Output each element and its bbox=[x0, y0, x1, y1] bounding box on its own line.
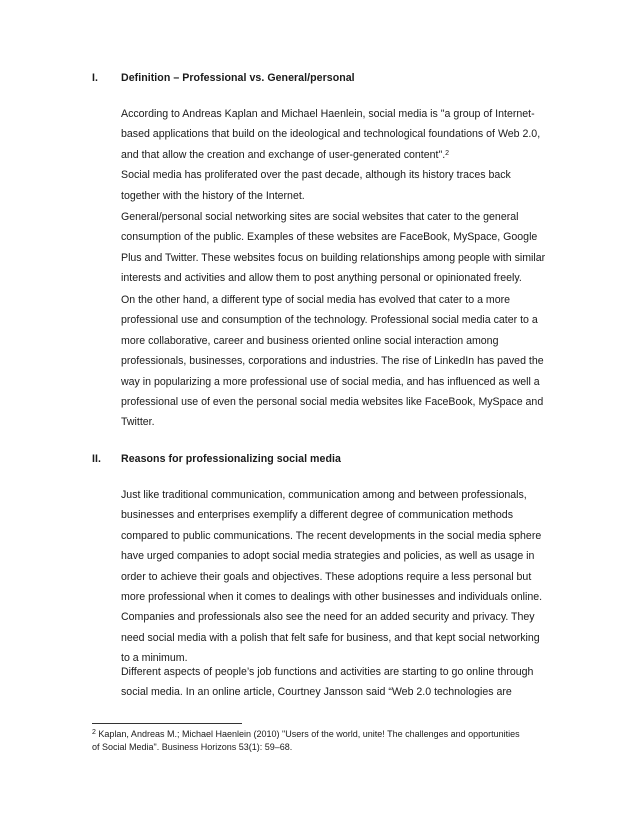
text-line: Just like traditional communication, communication among and between professionals, bbox=[121, 489, 527, 501]
text-line: Twitter. bbox=[121, 416, 155, 429]
text-line: businesses and enterprises exemplify a different degree of communication methods bbox=[121, 509, 513, 522]
paragraph bbox=[121, 207, 551, 289]
section-number: II. bbox=[92, 453, 101, 465]
text-line: order to achieve their goals and objectives. These adoptions require a less personal but bbox=[121, 570, 532, 583]
footnote-line bbox=[92, 728, 562, 741]
text-line: interests and activities and allow them to post anything personal or opinionated freely. bbox=[121, 272, 522, 285]
footnote-text: Kaplan, Andreas M.; Michael Haenlein (2010) "Users of the world, unite! The challenges and opportunities bbox=[95, 729, 520, 739]
text-line: more professional when it comes to dealings with other businesses and individuals online. bbox=[121, 590, 543, 603]
text-line: On the other hand, a different type of social media has evolved that cater to a more bbox=[121, 294, 511, 306]
text-line bbox=[121, 145, 551, 165]
paragraph bbox=[121, 290, 551, 433]
text-line: have urged companies to adopt social media strategies and policies, as well as usage in bbox=[121, 550, 535, 563]
footnote-reference[interactable]: 2 bbox=[445, 149, 450, 157]
paragraph bbox=[121, 662, 551, 703]
text-line: compared to public communications. The recent developments in the social media sphere bbox=[121, 529, 542, 542]
footnote bbox=[92, 728, 562, 753]
text-line: more collaborative, career and business oriented online social interaction among bbox=[121, 334, 499, 347]
text-line: based applications that build on the ideological and technological foundations of Web 2.0, bbox=[121, 128, 541, 141]
text-line: professional use and consumption of the technology. Professional social media cater to a bbox=[121, 314, 538, 327]
text-line: consumption of the public. Examples of these websites are FaceBook, MySpace, Google bbox=[121, 231, 538, 244]
section-title: Reasons for professionalizing social media bbox=[121, 453, 341, 465]
text-line: together with the history of the Internet. bbox=[121, 189, 305, 202]
footnote-marker: 2 bbox=[92, 729, 96, 736]
text-line: to a minimum. bbox=[121, 652, 188, 665]
text-line: Different aspects of people’s job functions and activities are starting to go online through bbox=[121, 666, 534, 678]
text-line: need social media with a polish that felt safe for business, and that kept social networking bbox=[121, 631, 540, 644]
text-line: Social media has proliferated over the past decade, although its history traces back bbox=[121, 169, 511, 182]
text-line: social media. In an online article, Courtney Jansson said “Web 2.0 technologies are bbox=[121, 686, 512, 699]
footnote-line: of Social Media". Business Horizons 53(1): 59–68. bbox=[92, 741, 293, 752]
text-line: General/personal social networking sites are social websites that cater to the general bbox=[121, 211, 519, 223]
text-line: professionals, businesses, corporations and industries. The rise of LinkedIn has paved the bbox=[121, 355, 544, 368]
section-number: I. bbox=[92, 72, 98, 84]
text-line: Plus and Twitter. These websites focus on building relationships among people with similar bbox=[121, 251, 546, 264]
text-line: Companies and professionals also see the need for an added security and privacy. They bbox=[121, 611, 535, 624]
line-text: and that allow the creation and exchange of user-generated content". bbox=[121, 148, 446, 161]
section-title: Definition – Professional vs. General/personal bbox=[121, 72, 355, 84]
text-line: way in popularizing a more professional use of social media, and has influenced as well a bbox=[121, 375, 540, 388]
text-line: According to Andreas Kaplan and Michael Haenlein, social media is "a group of Internet- bbox=[121, 108, 535, 120]
paragraph bbox=[121, 104, 551, 206]
paragraph bbox=[121, 485, 551, 669]
text-line: professional use of even the personal social media websites like FaceBook, MySpace and bbox=[121, 395, 544, 408]
footnote-separator bbox=[92, 723, 242, 724]
